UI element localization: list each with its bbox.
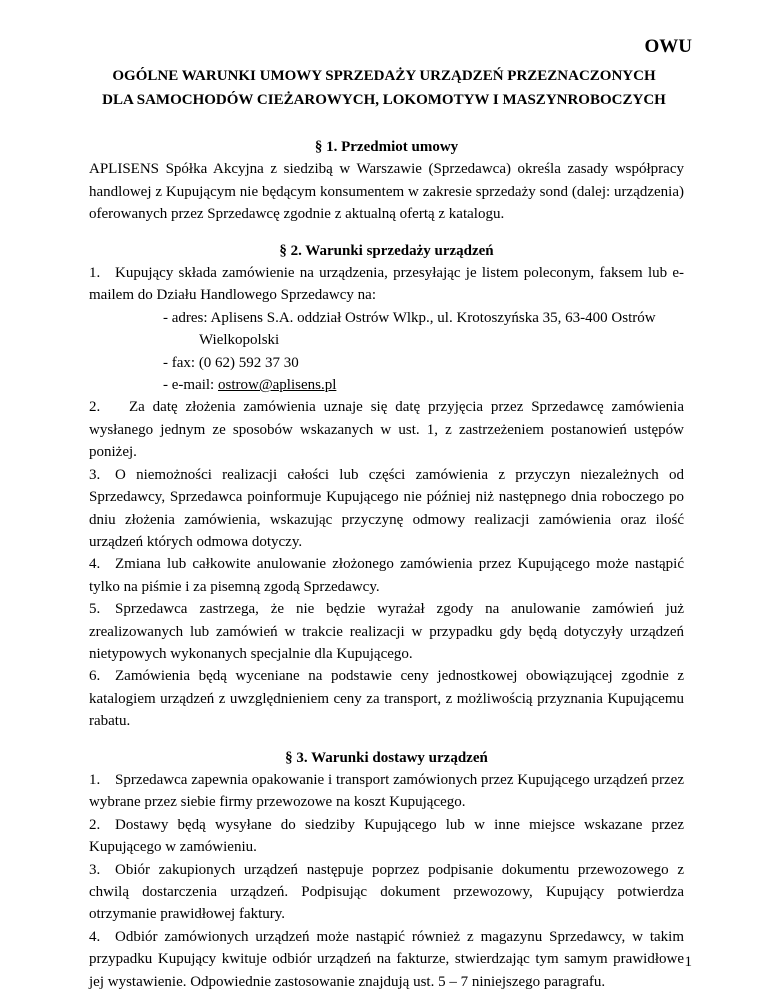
item-text: Kupujący składa zamówienie na urządzenia, przesyłając je listem poleconym, faksem lub e-mailem do Działu Handlowego Sprzedawcy na:: [89, 265, 684, 304]
title-line-1: OGÓLNE WARUNKI UMOWY SPRZEDAŻY URZĄDZEŃ PRZEZNACZONYCH: [112, 68, 656, 84]
item-text: Za datę złożenia zamówienia uznaje się datę przyjęcia przez Sprzedawcę zamówienia wysłanego jednym ze sposobów wskazanych w ust. 1, z zastrzeżeniem postanowień ustępów poniżej.: [89, 399, 684, 461]
title-line-2: DLA SAMOCHODÓW CIEŻAROWYCH, LOKOMOTYW I MASZYNROBOCZYCH: [102, 92, 666, 108]
item-number: 3.: [89, 861, 101, 878]
section-2-item-5: [89, 598, 684, 665]
item-number: 4.: [89, 928, 101, 945]
section-3-item-1: [89, 769, 684, 814]
address-continuation: Wielkopolski: [199, 332, 280, 349]
item-number: 6.: [89, 668, 101, 685]
item-number: 5.: [89, 601, 101, 618]
item-text: Sprzedawca zastrzega, że nie będzie wyrażał zgody na anulowanie zamówień już zrealizowanych lub zamówień w trakcie realizacji w przypadku gdy będą dotyczyły urządzeń nietypowych wykonanych specjalnie dla Kupującego.: [89, 601, 684, 662]
item-number: 4.: [89, 556, 101, 573]
section-2-item-6: [89, 665, 684, 732]
page-number: 1: [684, 954, 692, 970]
item-number: 1.: [89, 265, 101, 282]
section-2-item-2: [89, 396, 684, 463]
document-title: [60, 64, 708, 112]
item-number: 2.: [89, 816, 101, 833]
section-2-item-3: [89, 464, 684, 554]
document-code: OWU: [644, 36, 692, 57]
section-1-heading: § 1. Przedmiot umowy: [314, 139, 459, 155]
item-text: Odbiór zamówionych urządzeń może nastąpić również z magazynu Sprzedawcy, w takim przypadku Kupujący kwituje odbiór urządzeń na fakturze, stwierdzając tym samym prawidłowe jej wystawienie. Odpowiednie zastosowanie znajdują ust. 5 – 7 niniejszego paragrafu.: [89, 928, 684, 990]
document-body: [89, 136, 684, 993]
item-text: Dostawy będą wysyłane do siedziby Kupującego lub w inne miejsce wskazane przez Kupującego w zamówieniu.: [89, 816, 684, 856]
fax-line: - fax: (0 62) 592 37 30: [163, 354, 299, 371]
section-3-item-4: [89, 926, 684, 993]
section-3-heading: § 3. Warunki dostawy urządzeń: [285, 749, 488, 766]
section-2-item-4: [89, 553, 684, 598]
email-link[interactable]: ostrow@aplisens.pl: [217, 377, 337, 394]
item-text: Zmiana lub całkowite anulowanie złożonego zamówienia przez Kupującego może nastąpić tylko na piśmie i za pisemną zgodą Sprzedawcy.: [89, 556, 684, 595]
item-text: Zamówienia będą wyceniane na podstawie ceny jednostkowej obowiązującej zgodnie z katalogiem urządzeń z uwzględnieniem ceny za transport, z możliwością przyznania Kupującemu rabatu.: [89, 668, 684, 730]
item-number: 1.: [89, 771, 101, 788]
email-line: [89, 374, 684, 396]
item-text: Obiór zakupionych urządzeń następuje poprzez podpisanie dokumentu przewozowego z chwilą dostarczenia urządzeń. Podpisując dokument przewozowy, Kupujący potwierdza otrzymanie prawidłowej faktury.: [89, 861, 684, 923]
section-2-heading: § 2. Warunki sprzedaży urządzeń: [279, 242, 494, 259]
section-3-item-3: [89, 859, 684, 926]
item-number: 3.: [89, 466, 101, 483]
item-number: 2.: [89, 399, 101, 416]
address-line: - adres: Aplisens S.A. oddział Ostrów Wlkp., ul. Krotoszyńska 35, 63-400 Ostrów: [163, 309, 656, 326]
section-3-item-2: [89, 814, 684, 859]
section-1-text: APLISENS Spółka Akcyjna z siedzibą w Warszawie (Sprzedawca) określa zasady współpracy handlowej z Kupującym nie będącym konsumentem w zakresie sprzedaży sond (dalej: urządzenia) oferowanych przez Sprzedawcę zgodnie z aktualną ofertą z katalogu.: [89, 161, 684, 223]
section-2-item-1: [89, 262, 684, 307]
item-text: O niemożności realizacji całości lub części zamówienia z przyczyn niezależnych od Sprzedawcy, Sprzedawca poinformuje Kupującego nie później niż następnego dnia roboczego po dniu złożenia zamówienia, wskazując przyczynę odmowy realizacji zamówienia oraz ilość urządzeń których odmowa dotyczy.: [89, 466, 684, 550]
item-text: Sprzedawca zapewnia opakowanie i transport zamówionych przez Kupującego urządzeń przez wybrane przez siebie firmy przewozowe na koszt Kupującego.: [89, 771, 684, 811]
email-prefix: - e-mail:: [163, 377, 218, 394]
